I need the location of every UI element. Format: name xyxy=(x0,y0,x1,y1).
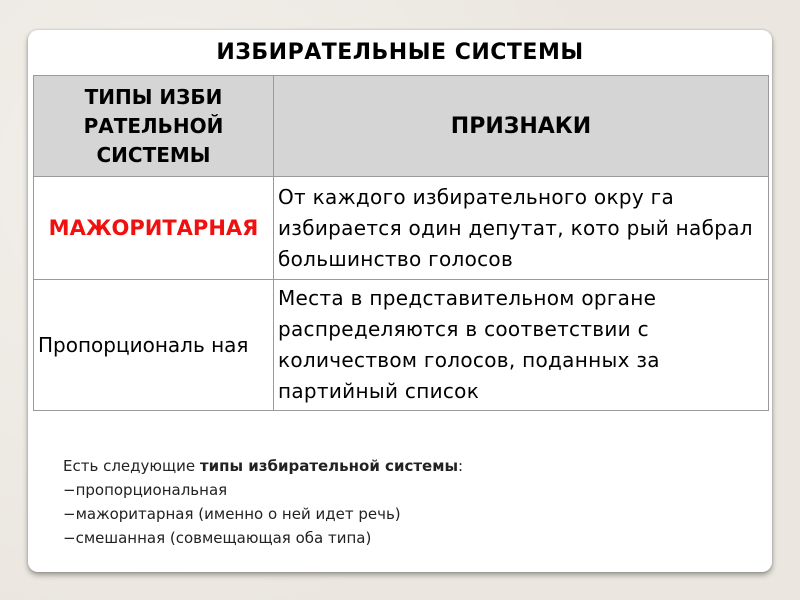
notes-intro xyxy=(63,454,463,478)
notes-item: −пропорциональная xyxy=(63,481,228,499)
table-header-row xyxy=(34,76,769,177)
electoral-systems-table xyxy=(33,75,769,411)
notes-intro-suffix: : xyxy=(458,457,464,475)
notes-item: −мажоритарная (именно о ней идет речь) xyxy=(63,505,401,523)
description-proportional: Места в представительном органе распределяются в соответствии с количеством голосов, поданных за партийный список xyxy=(274,280,769,411)
table-row xyxy=(34,177,769,280)
table-row xyxy=(34,280,769,411)
notes-item: −смешанная (совмещающая оба типа) xyxy=(63,529,372,547)
header-types: ТИПЫ ИЗБИ РАТЕЛЬНОЙ СИСТЕМЫ xyxy=(34,76,274,177)
type-majoritarian: МАЖОРИТАРНАЯ xyxy=(34,177,274,280)
notes-intro-bold: типы избирательной системы xyxy=(199,457,459,475)
description-majoritarian: От каждого избирательного окру га избирается один депутат, кото рый набрал большинство голосов xyxy=(274,177,769,280)
slide-title: ИЗБИРАТЕЛЬНЫЕ СИСТЕМЫ xyxy=(216,40,584,65)
notes-block xyxy=(63,454,463,550)
type-proportional: Пропорциональ ная xyxy=(34,280,274,411)
notes-intro-prefix: Есть следующие xyxy=(63,457,200,475)
header-features: ПРИЗНАКИ xyxy=(274,76,769,177)
